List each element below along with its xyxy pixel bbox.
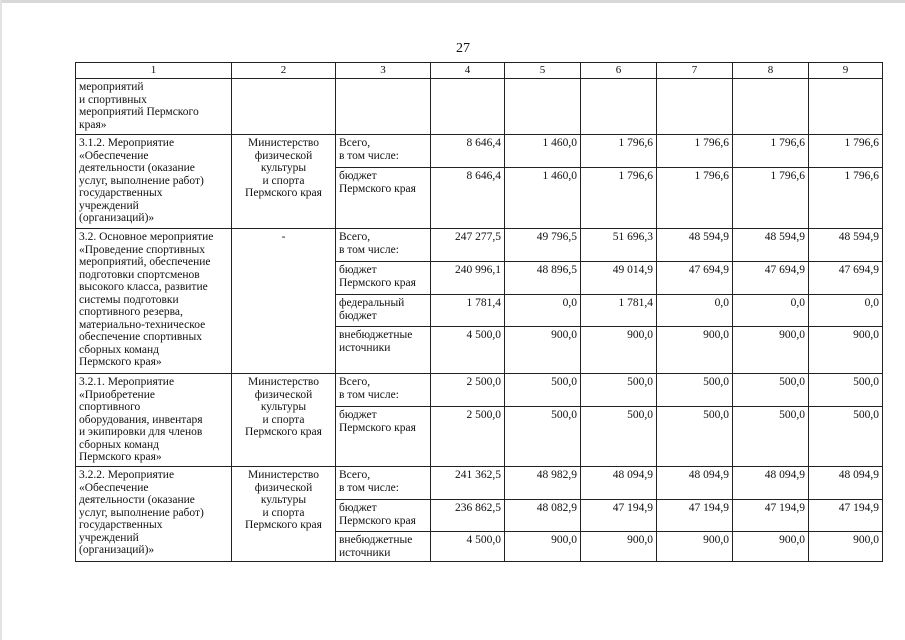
amount-cell: 48 594,9 [733,229,809,262]
executor-cell: Министерство физической культуры и спорта Пермского края [232,374,336,467]
amount-cell [581,79,657,135]
executor-cell [232,79,336,135]
amount-cell [657,79,733,135]
amount-cell: 900,0 [809,532,883,562]
amount-cell: 4 500,0 [431,327,505,374]
amount-cell: 48 094,9 [733,467,809,500]
funding-source-cell: Всего, в том числе: [336,229,431,262]
funding-table [75,62,883,562]
amount-cell: 900,0 [733,327,809,374]
amount-cell: 47 694,9 [809,262,883,295]
amount-cell: 1 796,6 [581,135,657,168]
amount-cell: 500,0 [581,374,657,407]
amount-cell: 0,0 [809,295,883,327]
amount-cell: 0,0 [657,295,733,327]
amount-cell: 51 696,3 [581,229,657,262]
amount-cell: 1 796,6 [657,168,733,229]
amount-cell: 500,0 [657,374,733,407]
amount-cell: 1 796,6 [809,168,883,229]
amount-cell: 47 194,9 [657,500,733,532]
amount-cell: 48 982,9 [505,467,581,500]
amount-cell: 240 996,1 [431,262,505,295]
scan-edge-left [0,0,2,640]
amount-cell: 1 796,6 [733,168,809,229]
amount-cell: 500,0 [581,407,657,467]
measure-cell: 3.2. Основное мероприятие «Проведение спортивных мероприятий, обеспечение подготовки спортсменов высокого класса, развитие системы подготовки спортивного резерва, материально-техническое обеспечение спортивных сборных команд Пермского края» [76,229,232,374]
amount-cell: 0,0 [505,295,581,327]
measure-cell: 3.1.2. Мероприятие «Обеспечение деятельности (оказание услуг, выполнение работ) государственных учреждений (организаций)» [76,135,232,229]
amount-cell: 1 796,6 [581,168,657,229]
column-header: 6 [581,63,657,79]
amount-cell: 8 646,4 [431,135,505,168]
amount-cell: 49 796,5 [505,229,581,262]
amount-cell: 900,0 [581,532,657,562]
amount-cell: 2 500,0 [431,374,505,407]
amount-cell: 48 594,9 [809,229,883,262]
amount-cell: 500,0 [733,374,809,407]
amount-cell: 48 094,9 [581,467,657,500]
funding-source-cell: бюджет Пермского края [336,407,431,467]
amount-cell: 900,0 [657,532,733,562]
amount-cell [431,79,505,135]
column-header: 4 [431,63,505,79]
scan-edge-top [0,0,905,3]
amount-cell: 247 277,5 [431,229,505,262]
measure-cell: 3.2.2. Мероприятие «Обеспечение деятельности (оказание услуг, выполнение работ) государственных учреждений (организаций)» [76,467,232,562]
funding-source-cell: бюджет Пермского края [336,168,431,229]
amount-cell: 500,0 [733,407,809,467]
amount-cell: 48 082,9 [505,500,581,532]
executor-cell: - [232,229,336,374]
column-header: 1 [76,63,232,79]
funding-source-cell [336,79,431,135]
table-row [76,229,883,262]
table-row [76,135,883,168]
funding-source-cell: внебюджетные источники [336,532,431,562]
column-header: 2 [232,63,336,79]
amount-cell: 1 460,0 [505,135,581,168]
amount-cell: 49 014,9 [581,262,657,295]
amount-cell: 500,0 [657,407,733,467]
amount-cell: 47 694,9 [657,262,733,295]
amount-cell: 241 362,5 [431,467,505,500]
amount-cell: 48 094,9 [809,467,883,500]
amount-cell: 47 194,9 [809,500,883,532]
executor-cell: Министерство физической культуры и спорта Пермского края [232,135,336,229]
funding-source-cell: Всего, в том числе: [336,135,431,168]
amount-cell: 1 796,6 [809,135,883,168]
amount-cell: 500,0 [809,407,883,467]
column-header: 3 [336,63,431,79]
amount-cell: 900,0 [505,532,581,562]
amount-cell [505,79,581,135]
executor-cell: Министерство физической культуры и спорта Пермского края [232,467,336,562]
amount-cell: 900,0 [505,327,581,374]
funding-source-cell: Всего, в том числе: [336,467,431,500]
measure-cell: 3.2.1. Мероприятие «Приобретение спортивного оборудования, инвентаря и экипировки для членов сборных команд Пермского края» [76,374,232,467]
amount-cell: 48 094,9 [657,467,733,500]
column-header: 8 [733,63,809,79]
table-body [76,63,883,562]
amount-cell: 900,0 [657,327,733,374]
column-header: 9 [809,63,883,79]
amount-cell: 900,0 [733,532,809,562]
funding-source-cell: бюджет Пермского края [336,500,431,532]
amount-cell: 48 896,5 [505,262,581,295]
amount-cell: 2 500,0 [431,407,505,467]
amount-cell: 1 460,0 [505,168,581,229]
funding-source-cell: внебюджетные источники [336,327,431,374]
table-row [76,374,883,407]
amount-cell: 1 781,4 [431,295,505,327]
amount-cell: 1 796,6 [733,135,809,168]
amount-cell: 900,0 [809,327,883,374]
funding-source-cell: бюджет Пермского края [336,262,431,295]
amount-cell: 8 646,4 [431,168,505,229]
amount-cell: 0,0 [733,295,809,327]
measure-cell: мероприятий и спортивных мероприятий Пермского края» [76,79,232,135]
page-number: 27 [456,41,470,56]
column-header: 7 [657,63,733,79]
amount-cell: 48 594,9 [657,229,733,262]
amount-cell: 236 862,5 [431,500,505,532]
amount-cell: 500,0 [505,374,581,407]
amount-cell: 4 500,0 [431,532,505,562]
amount-cell [733,79,809,135]
amount-cell: 47 694,9 [733,262,809,295]
table-row [76,79,883,135]
amount-cell: 900,0 [581,327,657,374]
amount-cell: 1 796,6 [657,135,733,168]
amount-cell [809,79,883,135]
funding-source-cell: федеральный бюджет [336,295,431,327]
amount-cell: 500,0 [809,374,883,407]
amount-cell: 47 194,9 [581,500,657,532]
amount-cell: 1 781,4 [581,295,657,327]
amount-cell: 500,0 [505,407,581,467]
header-row [76,63,883,79]
column-header: 5 [505,63,581,79]
funding-source-cell: Всего, в том числе: [336,374,431,407]
amount-cell: 47 194,9 [733,500,809,532]
table-row [76,467,883,500]
